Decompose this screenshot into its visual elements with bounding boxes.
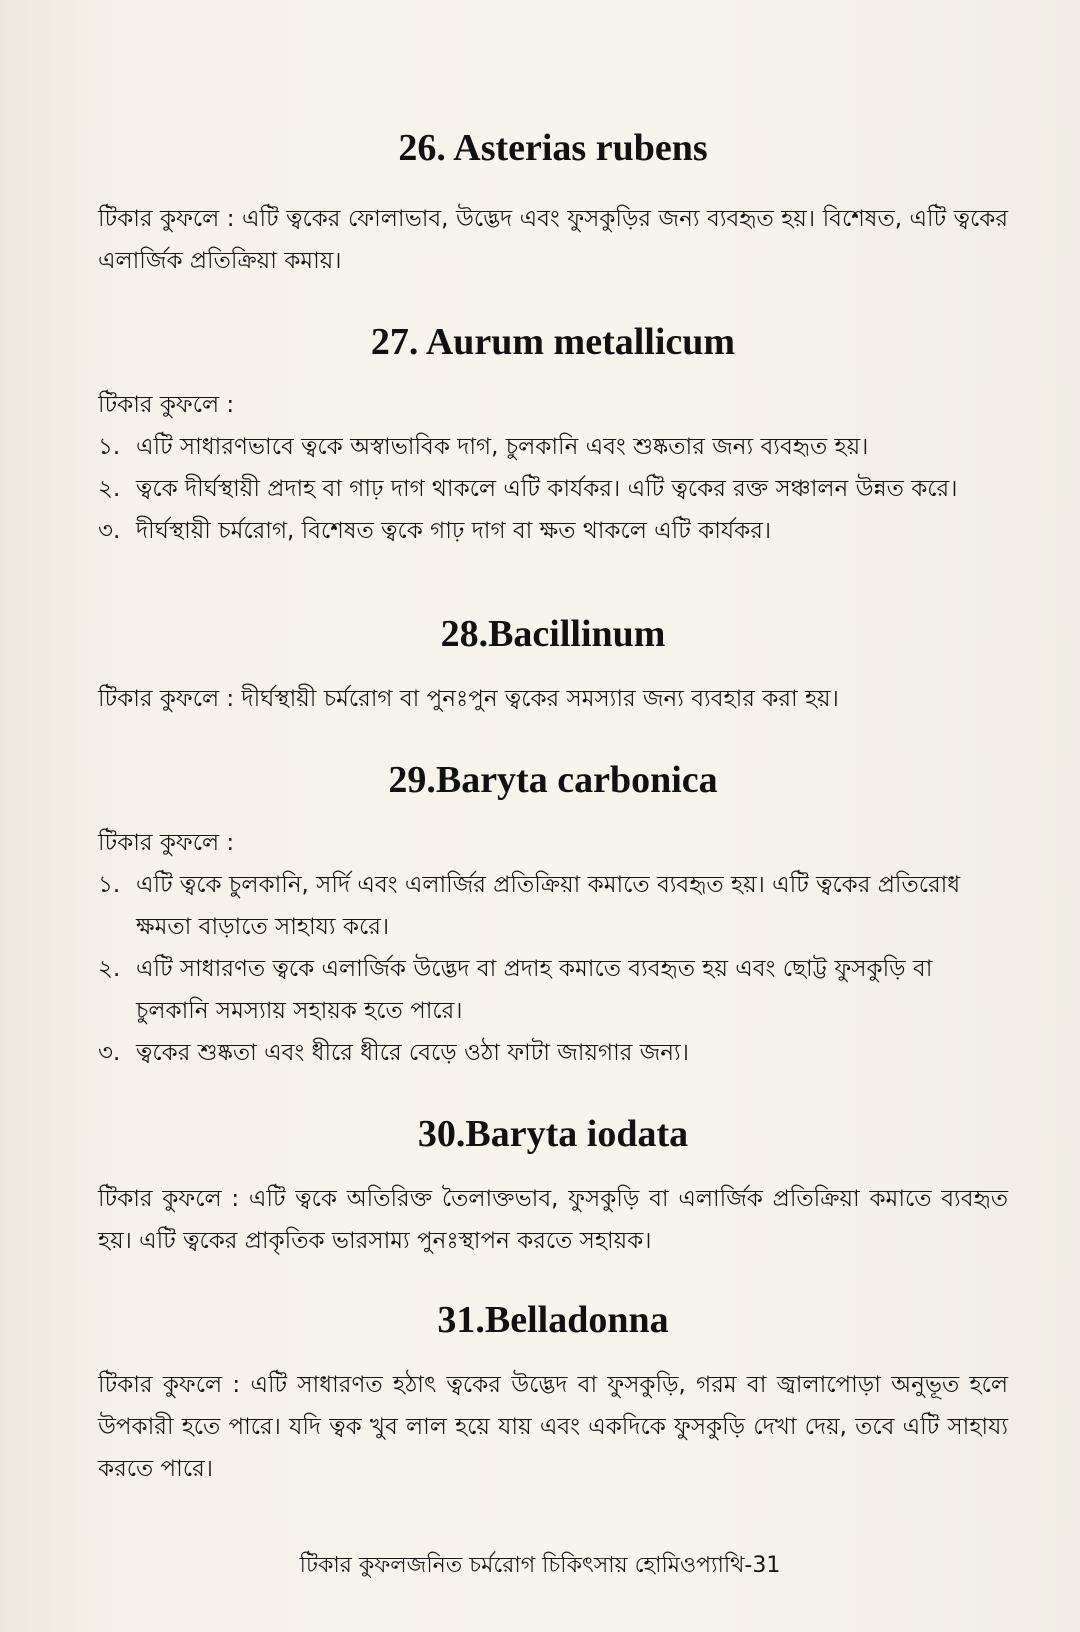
list-item	[98, 426, 1008, 468]
item-number: ২.	[98, 476, 121, 502]
item-number: ১.	[98, 434, 121, 460]
item-text: এটি সাধারণভাবে ত্বকে অস্বাভাবিক দাগ, চুলকানি এবং শুষ্কতার জন্য ব্যবহৃত হয়।	[136, 434, 869, 460]
list-item	[98, 510, 1008, 552]
section-title: 28.Bacillinum	[440, 613, 666, 655]
list-item	[98, 864, 1008, 948]
section-aurum-metallicum	[98, 318, 1008, 552]
section-title: 26. Asterias rubens	[398, 127, 708, 169]
section-baryta-carbonica	[98, 756, 1008, 1074]
section-title: 29.Baryta carbonica	[388, 759, 718, 801]
section-title: 27. Aurum metallicum	[370, 321, 736, 363]
section-belladonna	[98, 1296, 1008, 1490]
section-intro: টিকার কুফলে : এটি ত্বকের ফোলাভাব, উদ্ভেদ এবং ফুসকুড়ির জন্য ব্যবহৃত হয়। বিশেষত, এটি ত্বকের এলার্জিক প্রতিক্রিয়া কমায়।	[98, 206, 1008, 274]
item-text: এটি ত্বকে চুলকানি, সর্দি এবং এলার্জির প্রতিক্রিয়া কমাতে ব্যবহৃত হয়। এটি ত্বকের প্রতিরোধ ক্ষমতা বাড়াতে সাহায্য করে।	[136, 872, 961, 940]
item-number: ৩.	[98, 518, 121, 544]
section-title: 30.Baryta iodata	[417, 1113, 689, 1155]
item-text: দীর্ঘস্থায়ী চর্মরোগ, বিশেষত ত্বকে গাঢ় দাগ বা ক্ষত থাকলে এটি কার্যকর।	[136, 518, 772, 544]
item-text: ত্বকের শুষ্কতা এবং ধীরে ধীরে বেড়ে ওঠা ফাটা জায়গার জন্য।	[136, 1040, 689, 1066]
item-number: ৩.	[98, 1040, 121, 1066]
section-intro: টিকার কুফলে :	[98, 392, 235, 418]
page-footer: টিকার কুফলজনিত চর্মরোগ চিকিৎসায় হোমিওপ্যাথি-31	[299, 1553, 781, 1578]
item-number: ২.	[98, 956, 121, 982]
section-intro: টিকার কুফলে : এটি সাধারণত হঠাৎ ত্বকের উদ্ভেদ বা ফুসকুড়ি, গরম বা জ্বালাপোড়া অনুভূত হলে উপকারী হতে পারে। যদি ত্বক খুব লাল হয়ে যায় এবং একদিকে ফুসকুড়ি দেখা দেয়, তবে এটি সাহায্য করতে পারে।	[98, 1372, 1008, 1482]
section-intro: টিকার কুফলে :	[98, 830, 235, 856]
section-intro: টিকার কুফলে : দীর্ঘস্থায়ী চর্মরোগ বা পুনঃপুন ত্বকের সমস্যার জন্য ব্যবহার করা হয়।	[98, 686, 839, 712]
item-number: ১.	[98, 872, 121, 898]
section-baryta-iodata	[98, 1110, 1008, 1262]
section-intro: টিকার কুফলে : এটি ত্বকে অতিরিক্ত তৈলাক্তভাব, ফুসকুড়ি বা এলার্জিক প্রতিক্রিয়া কমাতে ব্যবহৃত হয়। এটি ত্বকের প্রাকৃতিক ভারসাম্য পুনঃস্থাপন করতে সহায়ক।	[98, 1186, 1008, 1254]
list-item	[98, 948, 1008, 1032]
section-bacillinum	[98, 610, 1008, 720]
section-title: 31.Belladonna	[437, 1299, 669, 1341]
item-text: এটি সাধারণত ত্বকে এলার্জিক উদ্ভেদ বা প্রদাহ কমাতে ব্যবহৃত হয় এবং ছোট্ট ফুসকুড়ি বা চুলকানি সমস্যায় সহায়ক হতে পারে।	[136, 956, 933, 1024]
list-item	[98, 1032, 1008, 1074]
section-asterias-rubens	[98, 124, 1008, 282]
list-item	[98, 468, 1008, 510]
item-text: ত্বকে দীর্ঘস্থায়ী প্রদাহ বা গাঢ় দাগ থাকলে এটি কার্যকর। এটি ত্বকের রক্ত সঞ্চালন উন্নত করে।	[136, 476, 958, 502]
